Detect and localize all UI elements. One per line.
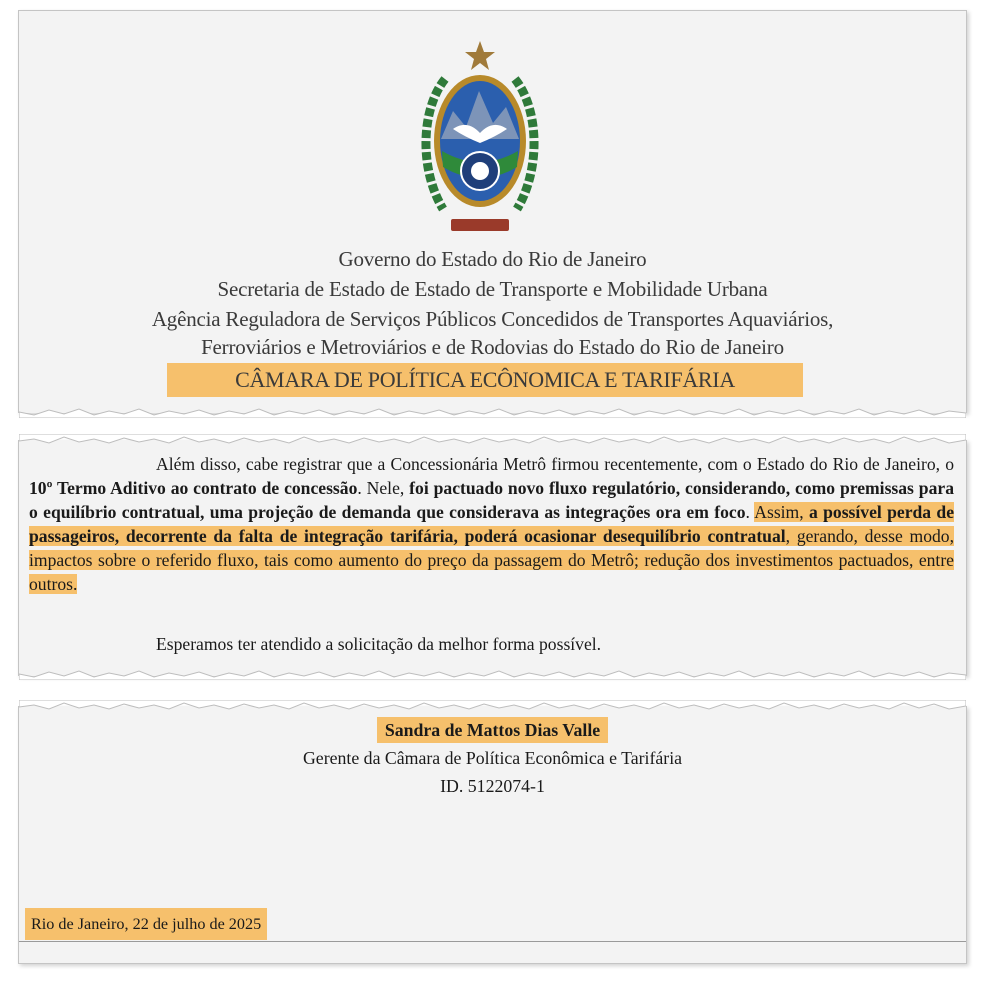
torn-edge [19, 434, 966, 446]
highlighted-segment: , gerando, desse modo, impactos sobre o referido fluxo, tais como aumento do preço da passagem do Metrô; redução dos investimentos pactuados, entre outros. [29, 526, 954, 594]
torn-edge [19, 668, 966, 680]
place-and-date: Rio de Janeiro, 22 de julho de 2025 [25, 908, 267, 940]
signatory-name [19, 720, 966, 741]
org-line-secretariat: Secretaria de Estado de Estado de Transporte e Mobilidade Urbana [217, 277, 768, 301]
signature-panel [18, 706, 967, 964]
paragraph-segment: 10º Termo Aditivo ao contrato de concessão [29, 478, 358, 498]
highlighted-segment: a possível perda de passageiros, decorrente da falta de integração tarifária, poderá ocasionar desequilíbrio contratual [29, 502, 955, 546]
paragraph-segment: . [745, 502, 755, 522]
body-text-panel [18, 440, 967, 676]
closing-sentence: Esperamos ter atendido a solicitação da melhor forma possível. [156, 634, 602, 654]
org-line-government: Governo do Estado do Rio de Janeiro [338, 247, 647, 271]
highlighted-segment: Assim, [754, 502, 809, 522]
signatory-role: Gerente da Câmara de Política Econômica e Tarifária [302, 748, 683, 768]
signatory-name-text: Sandra de Mattos Dias Valle [377, 717, 608, 743]
org-line-agency: Agência Reguladora de Serviços Públicos Concedidos de Transportes Aquaviários, [151, 307, 834, 331]
torn-edge [19, 700, 966, 712]
torn-edge [19, 406, 966, 418]
letterhead-panel [18, 10, 967, 413]
paragraph-segment: Além disso, cabe registrar que a Concessionária Metrô firmou recentemente, com o Estado do Rio de Janeiro, o [156, 454, 954, 474]
state-coat-of-arms-icon [391, 39, 569, 254]
body-paragraph [29, 452, 954, 596]
camara-title: CÂMARA DE POLÍTICA ECÔNOMICA E TARIFÁRIA [167, 363, 803, 397]
org-line-agency-cont: Ferroviários e Metroviários e de Rodovias do Estado do Rio de Janeiro [201, 335, 784, 359]
divider [19, 941, 966, 942]
signatory-id: ID. 5122074-1 [440, 776, 545, 796]
paragraph-segment: . Nele, [357, 478, 410, 498]
paragraph-segment: foi pactuado novo fluxo regulatório, considerando, como premissas para o equilíbrio contratual, uma projeção de demanda que considerava as integrações ora em foco [29, 478, 954, 522]
